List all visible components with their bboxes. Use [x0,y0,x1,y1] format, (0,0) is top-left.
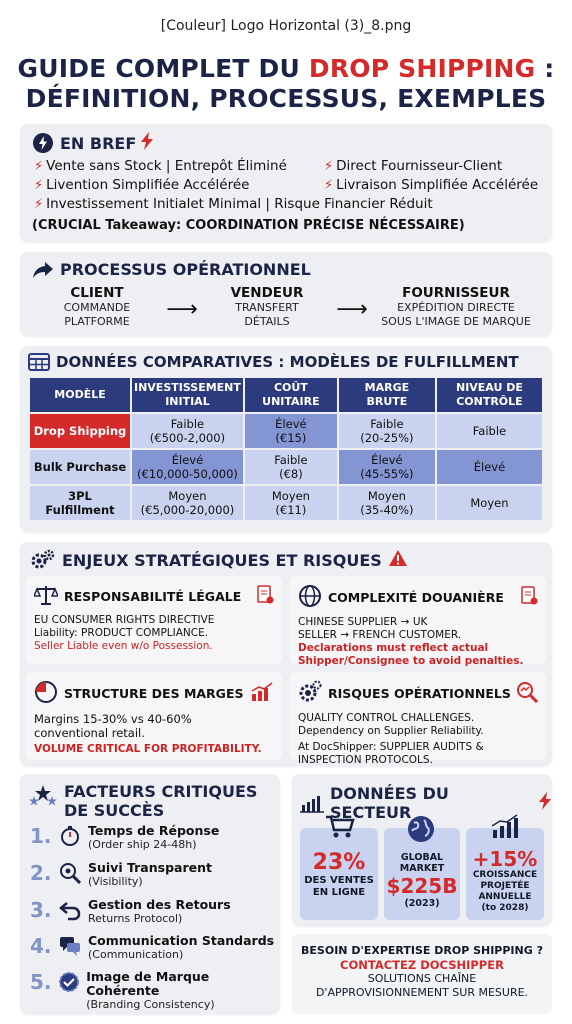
lightning-circle-icon [32,132,54,154]
bref-item: ⚡ Direct Fournisseur-Client [324,158,503,174]
growth-chart-icon [490,814,520,844]
pie-chart-icon [34,680,58,707]
cart-icon [324,814,356,844]
document-icon [520,586,538,609]
contact-cta[interactable]: BESOIN D'EXPERTISE DROP SHIPPING ? CONTACTEZ DOCSHIPPER SOLUTIONS CHAÎNE D'APPROVISIONNEMENT SUR MESURE. [292,934,552,1014]
bolt-icon: ⚡ [34,159,44,174]
risks-title: ENJEUX STRATÉGIQUES ET RISQUES [62,550,382,570]
bolt-icon: ⚡ [324,159,334,174]
chart-icon [300,793,324,813]
list-item: 2. Suivi Transparent (Visibility) [30,860,212,888]
process-step-client: CLIENT COMMANDE PLATFORME [63,285,131,328]
image-filename: [Couleur] Logo Horizontal (3)_8.png [160,18,412,34]
compare-card [20,346,552,532]
success-header [28,782,257,820]
col-header: NIVEAU DE CONTRÔLE [437,378,542,412]
risks-header [30,549,542,571]
bolt-icon: ⚡ [324,178,334,193]
bref-header [32,132,540,154]
lightning-icon [538,792,552,814]
col-header: INVESTISSEMENT INITIAL [132,378,243,412]
title-highlight: DROP SHIPPING [308,54,536,83]
warning-icon [388,549,408,571]
risk-title: RISQUES OPÉRATIONNELS [328,686,511,701]
document-icon [256,585,274,608]
table-row: Bulk Purchase Élevé (€10,000-50,000) Faible (€8) Élevé (45-55%) Élevé [30,450,542,484]
bref-title: EN BREF [60,133,137,153]
risk-legal: RESPONSABILITÉ LÉGALE EU CONSUMER RIGHTS DIRECTIVE Liability: PRODUCT COMPLIANCE. Seller Liable even w/o Possession. [26,576,282,664]
table-row: 3PL Fulfillment Moyen (€5,000-20,000) Moyen (€11) Moyen (35-40%) Moyen [30,486,542,520]
bref-takeaway: (CRUCIAL Takeaway: COORDINATION PRÉCISE NÉCESSAIRE) [32,218,465,233]
list-item: 5. Image de Marque Cohérente (Branding Consistency) [30,969,215,1011]
risk-title: STRUCTURE DES MARGES [64,686,244,701]
col-header: MODÈLE [30,378,130,412]
title-suffix: : [535,54,555,83]
scales-icon [34,584,58,609]
globe-icon [406,814,436,848]
sector-title: DONNÉES DU SECTEUR [330,784,449,822]
stat-online-sales: 23% DES VENTES EN LIGNE [300,828,378,920]
bref-item: ⚡ Livraison Simplifiée Accélérée [324,177,539,193]
col-header: COÛT UNITAIRE [245,378,337,412]
gear-icon [298,680,322,707]
process-title: PROCESSUS OPÉRATIONNEL [60,260,311,279]
sector-card [292,774,552,926]
arrow-right-icon: ⟶ [336,297,368,322]
bref-item: ⚡ Livention Simplifiée Accélérée [34,177,250,193]
compare-title: DONNÉES COMPARATIVES : MODÈLES DE FULFILLMENT [56,353,519,371]
table-header-row [30,378,542,412]
list-item: 1. Temps de Réponse (Order ship 24-48h) [30,823,220,851]
success-card [20,774,280,1014]
process-flow [32,285,540,329]
bolt-icon: ⚡ [34,197,44,212]
share-arrow-icon [32,261,54,279]
stat-global-market: GLOBAL MARKET $225B (2023) [384,828,460,920]
risk-customs: COMPLEXITÉ DOUANIÈRE CHINESE SUPPLIER → UK SELLER → FRENCH CUSTOMER. Declarations must reflect actual Shipper/Consignee to avoid penalties. [290,576,546,664]
process-step-fournisseur: FOURNISSEUR EXPÉDITION DIRECTE SOUS L'IMAGE DE MARQUE [381,285,531,328]
process-step-vendeur: VENDEUR TRANSFERT DÉTAILS [230,285,304,328]
process-header [32,260,540,279]
compare-table [28,376,544,522]
bref-item: ⚡ Vente sans Stock | Entrepôt Éliminé [34,158,287,174]
title-prefix: GUIDE COMPLET DU [17,54,309,83]
table-row: Drop Shipping Faible (€500-2,000) Élevé (€15) Faible (20-25%) Faible [30,414,542,448]
stat-growth: +15% CROISSANCE PROJETÉE ANNUELLE (to 2028) [466,828,544,920]
magnifier-icon [516,681,538,706]
success-title-line2: DE SUCCÈS [64,801,165,820]
badge-check-icon [57,970,80,994]
stopwatch-icon [58,824,82,848]
return-arrow-icon [58,898,82,922]
lightning-icon [140,132,154,154]
bolt-icon: ⚡ [34,178,44,193]
search-eye-icon [58,861,82,885]
table-icon [28,353,50,371]
process-card [20,252,552,336]
col-header: MARGE BRUTE [339,378,435,412]
compare-header [28,353,544,371]
risk-operational: RISQUES OPÉRATIONNELS QUALITY CONTROL CHALLENGES. Dependency on Supplier Reliability. At DocShipper: SUPPLIER AUDITS & INSPECTION PROTOCOLS. [290,672,546,760]
list-item: 3. Gestion des Retours Returns Protocol) [30,897,231,925]
list-item: 4. Communication Standards (Communication) [30,933,275,961]
title-line2: DÉFINITION, PROCESSUS, EXEMPLES [25,84,547,113]
risk-margins: STRUCTURE DES MARGES Margins 15-30% vs 40-60% conventional retail. VOLUME CRITICAL FOR PROFITABILITY. [26,672,282,760]
gears-icon [30,549,56,571]
globe-icon [298,584,322,611]
chat-bubbles-icon [58,934,82,958]
page-title [0,54,572,114]
stars-icon [28,784,58,810]
arrow-right-icon: ⟶ [166,297,198,322]
bar-chart-icon [250,682,274,705]
bref-item: ⚡ Investissement Initialet Minimal | Risque Financier Réduit [34,196,433,212]
success-title-line1: FACTEURS CRITIQUES [64,782,258,801]
risk-title: RESPONSABILITÉ LÉGALE [64,589,242,604]
risk-title: COMPLEXITÉ DOUANIÈRE [328,590,504,605]
bref-card [20,124,552,242]
